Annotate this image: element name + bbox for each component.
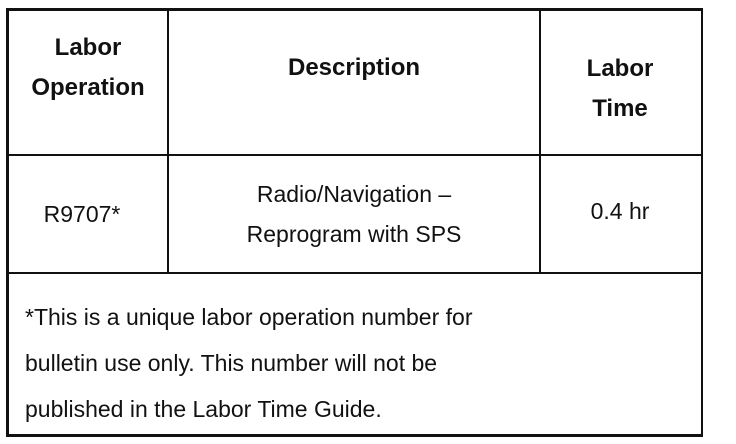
cell-description: Radio/Navigation – Reprogram with SPS bbox=[246, 181, 462, 247]
labor-time-table bbox=[6, 8, 703, 437]
cell-labor-operation: R9707* bbox=[43, 201, 121, 227]
header-labor-operation: Labor Operation bbox=[31, 34, 145, 101]
header-labor-time: Labor Time bbox=[586, 55, 654, 122]
footnote: *This is a unique labor operation number for bulletin use only. This number will not be published in the Labor Time Guide. bbox=[25, 304, 473, 422]
cell-labor-time: 0.4 hr bbox=[590, 198, 650, 224]
header-description: Description bbox=[287, 54, 421, 81]
row-divider bbox=[9, 272, 701, 274]
